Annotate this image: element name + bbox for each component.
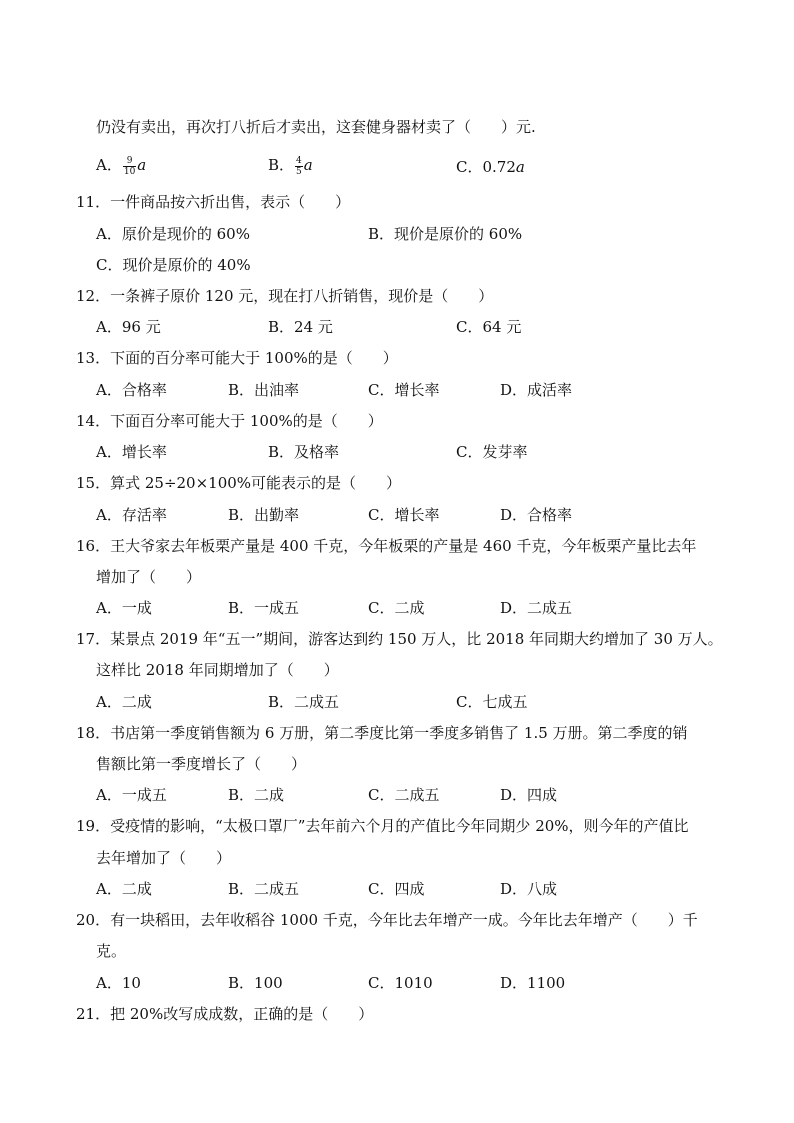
question-10-option-c[interactable]: C．0.72a — [456, 158, 525, 176]
question-19-line-2: 去年增加了（ ） — [96, 849, 232, 867]
question-17-option-c[interactable]: C．七成五 — [456, 693, 528, 711]
question-12: 12．一条裤子原价 120 元，现在打八折销售，现价是（ ） — [76, 287, 494, 305]
question-13: 13．下面的百分率可能大于 100%的是（ ） — [76, 349, 398, 367]
question-18: 18．书店第一季度销售额为 6 万册，第二季度比第一季度多销售了 1.5 万册。第二季度的销 — [76, 724, 688, 742]
question-10-option-b[interactable]: B． $\frac{4}{5}$ a — [268, 155, 313, 177]
question-19: 19．受疫情的影响，“太极口罩厂”去年前六个月的产值比今年同期少 20%，则今年的产值比 — [76, 817, 689, 835]
question-14: 14．下面百分率可能大于 100%的是（ ） — [76, 412, 383, 430]
question-11-option-a[interactable]: A．原价是现价的 60% — [96, 225, 250, 243]
question-20-line-2: 克。 — [96, 942, 127, 960]
question-15-option-d[interactable]: D．合格率 — [500, 506, 573, 524]
question-14-option-a[interactable]: A．增长率 — [96, 443, 167, 461]
question-13-option-c[interactable]: C．增长率 — [368, 381, 440, 399]
question-16: 16．王大爷家去年板栗产量是 400 千克，今年板栗的产量是 460 千克，今年板栗产量比去年 — [76, 537, 697, 555]
fraction: $\frac{4}{5}$ — [296, 155, 302, 177]
question-15-option-b[interactable]: B．出勤率 — [228, 506, 300, 524]
question-16-option-d[interactable]: D．二成五 — [500, 599, 573, 617]
question-18-option-c[interactable]: C．二成五 — [368, 786, 440, 804]
question-20-option-d[interactable]: D．1100 — [500, 974, 566, 992]
question-18-option-b[interactable]: B．二成 — [228, 786, 285, 804]
question-20-option-a[interactable]: A．10 — [96, 974, 141, 992]
question-12-option-c[interactable]: C．64 元 — [456, 318, 522, 336]
question-10-continuation: 仍没有卖出，再次打八折后才卖出，这套健身器材卖了（ ）元. — [96, 118, 536, 136]
question-15-option-c[interactable]: C．增长率 — [368, 506, 440, 524]
question-14-option-b[interactable]: B．及格率 — [268, 443, 340, 461]
question-19-option-c[interactable]: C．四成 — [368, 880, 425, 898]
question-13-option-d[interactable]: D．成活率 — [500, 381, 573, 399]
question-19-option-a[interactable]: A．二成 — [96, 880, 152, 898]
question-16-line-2: 增加了（ ） — [96, 568, 202, 586]
question-13-option-b[interactable]: B．出油率 — [228, 381, 300, 399]
question-11-option-c[interactable]: C．现价是原价的 40% — [96, 256, 251, 274]
question-18-option-d[interactable]: D．四成 — [500, 786, 558, 804]
question-20-option-b[interactable]: B．100 — [228, 974, 283, 992]
question-15-option-a[interactable]: A．存活率 — [96, 506, 167, 524]
question-11-option-b[interactable]: B．现价是原价的 60% — [368, 225, 523, 243]
question-20-option-c[interactable]: C．1010 — [368, 974, 433, 992]
question-17-line-2: 这样比 2018 年同期增加了（ ） — [96, 661, 339, 679]
question-21: 21．把 20%改写成成数，正确的是（ ） — [76, 1005, 374, 1023]
question-12-option-a[interactable]: A．96 元 — [96, 318, 161, 336]
question-15: 15．算式 25÷20×100%可能表示的是（ ） — [76, 474, 402, 492]
question-19-option-d[interactable]: D．八成 — [500, 880, 558, 898]
question-19-option-b[interactable]: B．二成五 — [228, 880, 300, 898]
question-17-option-b[interactable]: B．二成五 — [268, 693, 340, 711]
question-16-option-b[interactable]: B．一成五 — [228, 599, 300, 617]
question-17: 17．某景点 2019 年“五一”期间，游客达到约 150 万人，比 2018 年同期大约增加了 30 万人。 — [76, 630, 723, 648]
question-18-line-2: 售额比第一季度增长了（ ） — [96, 755, 307, 773]
fraction: $\frac{9}{10}$ — [123, 155, 136, 177]
question-14-option-c[interactable]: C．发芽率 — [456, 443, 528, 461]
question-13-option-a[interactable]: A．合格率 — [96, 381, 167, 399]
question-12-option-b[interactable]: B．24 元 — [268, 318, 333, 336]
question-16-option-c[interactable]: C．二成 — [368, 599, 425, 617]
question-10-option-a[interactable]: A． $\frac{9}{10}$ a — [96, 155, 147, 177]
question-18-option-a[interactable]: A．一成五 — [96, 786, 167, 804]
question-17-option-a[interactable]: A．二成 — [96, 693, 152, 711]
question-20: 20．有一块稻田，去年收稻谷 1000 千克，今年比去年增产一成。今年比去年增产（ ）千 — [76, 911, 698, 929]
question-16-option-a[interactable]: A．一成 — [96, 599, 152, 617]
question-11: 11．一件商品按六折出售，表示（ ） — [76, 193, 351, 211]
